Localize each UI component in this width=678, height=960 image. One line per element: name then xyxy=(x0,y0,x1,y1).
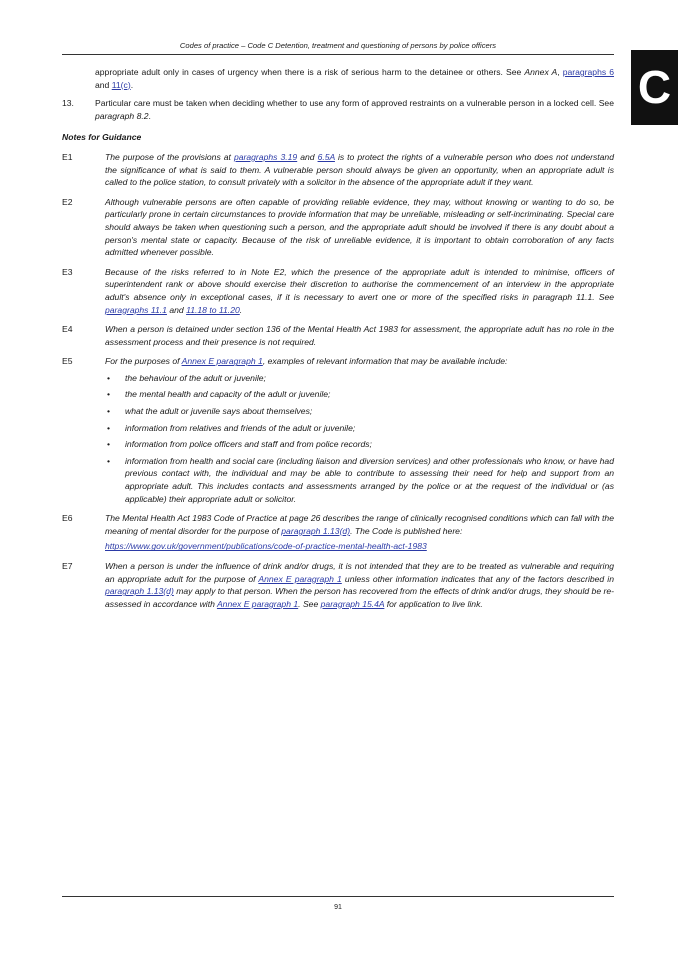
page-body xyxy=(62,66,614,610)
note-e2: E2 Although vulnerable persons are often capable of providing reliable evidence, they may, without knowing or wanting to do so, be particularly prone in certain circumstances to provide information that may be unreliable, misleading or self-incriminating. Special care should always be taken when questioning such a person, and the appropriate adult should be involved if there is any doubt about a person's mental state or capacity. Because of the risk of unreliable evidence, it is important to obtain corroboration of any facts admitted whenever possible. xyxy=(62,196,614,258)
note-number: E5 xyxy=(62,356,73,367)
list-item: • what the adult or juvenile says about themselves; xyxy=(105,405,614,418)
link-paragraph-6-5a[interactable]: 6.5A xyxy=(317,151,335,162)
note-number: E3 xyxy=(62,266,73,277)
link-paragraphs-11-18-to-11-20[interactable]: 11.18 to 11.20 xyxy=(186,304,240,315)
list-item: • information from police officers and staff and from police records; xyxy=(105,438,614,451)
link-paragraphs-11-1[interactable]: paragraphs 11.1 xyxy=(105,304,167,315)
link-paragraphs-3-19[interactable]: paragraphs 3.19 xyxy=(233,151,298,162)
section-tab-c: C xyxy=(631,50,678,125)
continued-paragraph: appropriate adult only in cases of urgency when there is a risk of serious harm to the detainee or others. See Annex A, paragraphs 6 and 11(c). xyxy=(95,67,615,90)
note-number: E6 xyxy=(62,513,73,524)
running-header: Codes of practice – Code C Detention, treatment and questioning of persons by police officers xyxy=(62,41,614,55)
note-e4: E4 When a person is detained under section 136 of the Mental Health Act 1983 for assessment, the appropriate adult has no role in the assessment process and their presence is not required. xyxy=(62,324,614,347)
link-mental-health-code-url[interactable]: https://www.gov.uk/government/publications/code-of-practice-mental-health-act-1983 xyxy=(105,541,427,552)
link-annex-e-paragraph-1[interactable]: Annex E paragraph 1 xyxy=(258,573,342,584)
relevant-information-list xyxy=(105,372,614,505)
link-paragraph-15-4a[interactable]: paragraph 15.4A xyxy=(320,598,385,609)
page-number: 91 xyxy=(334,904,342,911)
note-number: E4 xyxy=(62,324,73,335)
link-annex-a-paragraph-11c[interactable]: 11(c) xyxy=(111,79,131,90)
link-annex-e-paragraph-1[interactable]: Annex E paragraph 1 xyxy=(181,356,263,367)
paragraph-number: 13. xyxy=(62,98,74,109)
note-number: E2 xyxy=(62,196,73,207)
list-item: • information from health and social care (including liaison and diversion services) and other professionals who know, or have had previous contact with, the individual and may be able to contribute to assessing their need for help and support from an appropriate adult. This includes contacts and assessments arranged by the police or at the request of the individual or (as applicable) their appropriate adult or solicitor. xyxy=(105,455,614,505)
list-item: • information from relatives and friends of the adult or juvenile; xyxy=(105,422,614,435)
note-e1: E1 The purpose of the provisions at paragraphs 3.19 and 6.5A is to protect the rights of a vulnerable person who does not understand the significance of what is said to them. A vulnerable person should always be given an opportunity, when an appropriate adult is called to the police station, to consult privately with a solicitor in the absence of the appropriate adult if they want. xyxy=(62,151,614,188)
link-paragraph-1-13d[interactable]: paragraph 1.13(d) xyxy=(281,525,351,536)
link-paragraph-1-13d[interactable]: paragraph 1.13(d) xyxy=(105,586,174,597)
note-number: E1 xyxy=(62,151,73,162)
link-annex-e-paragraph-1[interactable]: Annex E paragraph 1 xyxy=(216,598,299,609)
list-item: • the mental health and capacity of the adult or juvenile; xyxy=(105,388,614,401)
page-footer xyxy=(62,896,614,915)
note-number: E7 xyxy=(62,561,73,571)
note-e7: E7 When a person is under the influence of drink and/or drugs, it is not intended that they are to be treated as vulnerable and requiring an appropriate adult for the purpose of Annex E paragraph 1 unless other information indicates that any of the factors described in paragraph 1.13(d) may apply to that person. When the person has recovered from the effects of drink and/or drugs, they should be re-assessed in accordance with Annex E paragraph 1. See paragraph 15.4A for application to live link. xyxy=(62,561,615,609)
link-annex-a-paragraph-6[interactable]: paragraphs 6 xyxy=(562,67,615,77)
note-e6: E6 The Mental Health Act 1983 Code of Practice at page 26 describes the range of clinically recognised conditions which can fall with the meaning of mental disorder for the purpose of paragraph 1.13(d). The Code is published here: https://www.gov.uk/government/publications/code-of-practice-mental-health-act-1983 xyxy=(62,513,614,552)
note-e5: E5 For the purposes of Annex E paragraph 1, examples of relevant information that may be available include: • the behaviour of the adult or juvenile; • the mental health and capacity of the adult or juvenile; • what the adult or juvenile says about themselves; • information from relatives and friends of the adult or juvenile; • information from police officers and staff and from police records; • information from health and social care (including liaison and diversion services) and other professionals who know, or have had previous contact with, the individual and may be able to contribute to assessing their need for help and support from an appropriate adult. This includes contacts and assessments arranged by the police or at the request of the individual or (as applicable) their appropriate adult or solicitor. xyxy=(62,355,614,505)
notes-for-guidance-heading: Notes for Guidance xyxy=(62,132,142,143)
paragraph-13: 13. Particular care must be taken when deciding whether to use any form of approved restraints on a vulnerable person in a locked cell. See paragraph 8.2. xyxy=(62,98,614,121)
list-item: • the behaviour of the adult or juvenile; xyxy=(105,372,614,385)
note-e3: E3 Because of the risks referred to in Note E2, which the presence of the appropriate adult is intended to minimise, officers of superintendent rank or above should exercise their discretion to authorise the commencement of an interview in the appropriate adult's absence only in exceptional cases, if it is necessary to avert one or more of the specified risks in paragraph 11.1. See paragraphs 11.1 and 11.18 to 11.20. xyxy=(62,266,614,315)
